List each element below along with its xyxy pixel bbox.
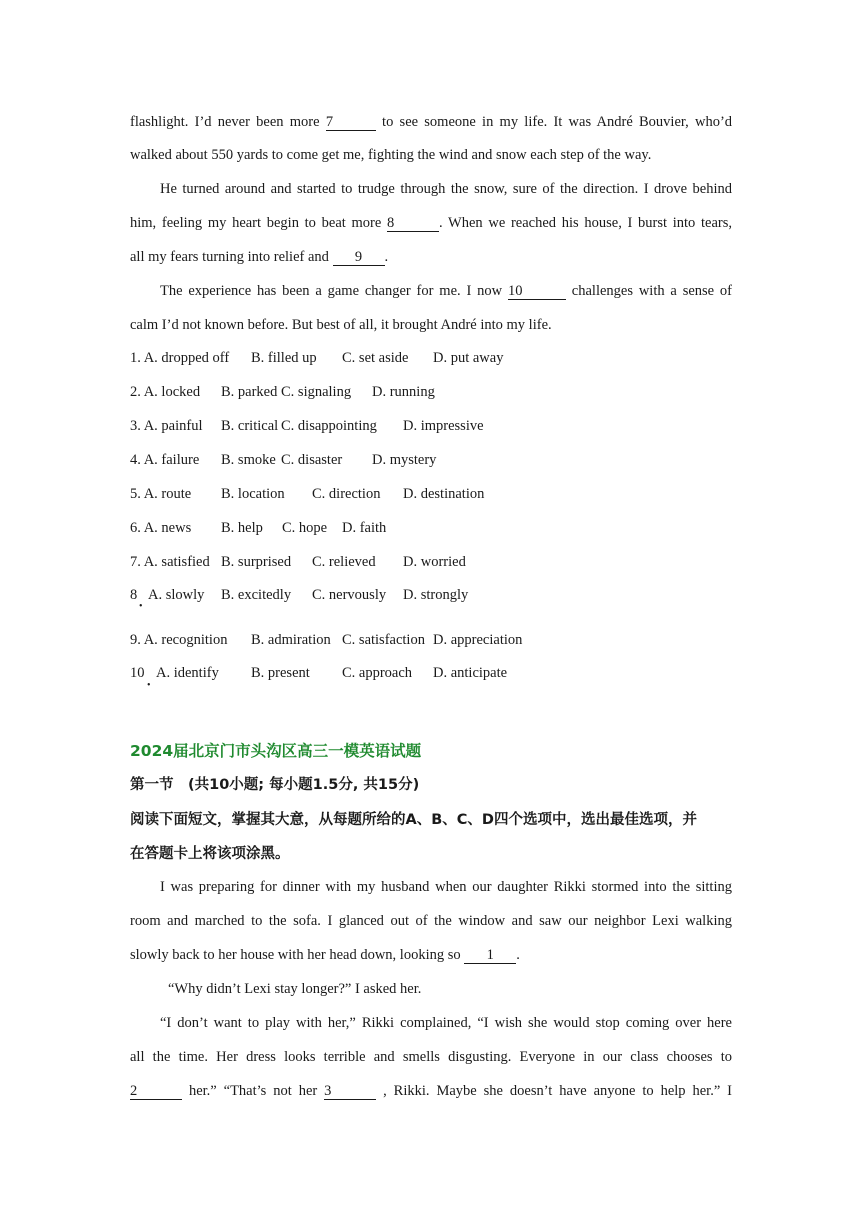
option-c: C. disaster — [281, 452, 343, 468]
blank-7: 7 — [326, 114, 376, 131]
passage-line — [130, 247, 732, 267]
text-run: him, feeling my heart begin to beat more — [130, 215, 382, 231]
option-b: B. surprised — [221, 554, 292, 570]
instructions-line: 在答题卡上将该项涂黑。 — [130, 846, 290, 862]
option-c: C. signaling — [281, 384, 352, 400]
option-d: D. destination — [403, 486, 485, 502]
option-d: D. running — [372, 384, 435, 400]
option-a: 6. A. news — [130, 520, 192, 536]
option-c: C. nervously — [312, 587, 387, 603]
passage-line — [130, 1081, 732, 1101]
blank-1: 1 — [464, 947, 516, 964]
option-b: B. parked — [221, 384, 278, 400]
option-d: D. impressive — [403, 418, 484, 434]
option-d: D. mystery — [372, 452, 437, 468]
blank-2: 2 — [130, 1083, 182, 1100]
blank-8: 8 — [387, 215, 439, 232]
option-b: B. help — [221, 520, 263, 536]
option-a: 7. A. satisfied — [130, 554, 210, 570]
passage-line: “Why didn’t Lexi stay longer?” I asked her. — [168, 981, 422, 997]
text-run: . — [384, 249, 389, 265]
passage-line — [130, 281, 732, 301]
option-number: 8 — [130, 587, 138, 603]
option-b: B. filled up — [251, 350, 317, 366]
option-b: B. excitedly — [221, 587, 292, 603]
option-a: A. identify — [156, 665, 219, 681]
instructions-line: 阅读下面短文，掌握其大意，从每题所给的A、B、C、D四个选项中，选出最佳选项，并 — [130, 812, 697, 828]
option-b: B. location — [221, 486, 285, 502]
option-c: C. set aside — [342, 350, 409, 366]
option-c: C. satisfaction — [342, 632, 425, 648]
passage-line: I was preparing for dinner with my husband when our daughter Rikki stormed into the sitting — [160, 879, 732, 895]
passage-line: walked about 550 yards to come get me, fighting the wind and snow each step of the way. — [130, 147, 652, 163]
dot-mark: • — [147, 680, 151, 691]
blank-10: 10 — [508, 283, 566, 300]
passage-line: calm I’d not known before. But best of all, it brought André into my life. — [130, 317, 552, 333]
passage-line — [130, 112, 732, 132]
option-b: B. smoke — [221, 452, 276, 468]
text-run: her.” “That’s not her — [188, 1083, 318, 1099]
option-a: 1. A. dropped off — [130, 350, 230, 366]
option-d: D. put away — [433, 350, 504, 366]
option-a: 3. A. painful — [130, 418, 203, 434]
text-run: to see someone in my life. It was André Bouvier, who’d — [382, 114, 733, 130]
text-run: . When we reached his house, I burst into tears, — [438, 215, 732, 231]
dot-mark: • — [139, 601, 143, 612]
blank-3: 3 — [324, 1083, 376, 1100]
blank-9: 9 — [333, 249, 385, 266]
section-title: 2024届北京门市头沟区高三一模英语试题 — [130, 742, 422, 760]
option-c: C. direction — [312, 486, 381, 502]
option-d: D. strongly — [403, 587, 469, 603]
option-b: B. admiration — [251, 632, 331, 648]
option-b: B. critical — [221, 418, 279, 434]
text-run: challenges with a sense of — [571, 283, 733, 299]
text-run: . — [516, 947, 520, 963]
option-a: 2. A. locked — [130, 384, 201, 400]
text-run: The experience has been a game changer for me. I now — [160, 283, 503, 299]
option-c: C. relieved — [312, 554, 376, 570]
text-run: all my fears turning into relief and — [130, 249, 329, 265]
option-d: D. anticipate — [433, 665, 508, 681]
passage-line: He turned around and started to trudge through the snow, sure of the direction. I drove behind — [160, 181, 732, 197]
option-a: 5. A. route — [130, 486, 192, 502]
text-run: flashlight. I’d never been more — [130, 114, 320, 130]
option-a: 9. A. recognition — [130, 632, 228, 648]
option-number: 10 — [130, 665, 145, 681]
option-c: C. disappointing — [281, 418, 377, 434]
passage-line — [130, 213, 732, 233]
option-c: C. approach — [342, 665, 413, 681]
option-d: D. worried — [403, 554, 466, 570]
option-d: D. faith — [342, 520, 387, 536]
passage-line: all the time. Her dress looks terrible and smells disgusting. Everyone in our class chooses to — [130, 1049, 732, 1065]
passage-line: “I don’t want to play with her,” Rikki complained, “I wish she would stop coming over here — [160, 1015, 732, 1031]
option-b: B. present — [251, 665, 310, 681]
option-c: C. hope — [282, 520, 328, 536]
option-a: A. slowly — [148, 587, 205, 603]
text-run: , Rikki. Maybe she doesn’t have anyone to help her.” I — [383, 1083, 733, 1099]
passage-line: room and marched to the sofa. I glanced out of the window and saw our neighbor Lexi walking — [130, 913, 732, 929]
option-d: D. appreciation — [433, 632, 523, 648]
option-a: 4. A. failure — [130, 452, 200, 468]
text-run: slowly back to her house with her head down, looking so — [130, 947, 461, 963]
passage-line — [130, 945, 732, 965]
part-heading: 第一节 (共10小题; 每小题1.5分, 共15分) — [130, 777, 420, 793]
